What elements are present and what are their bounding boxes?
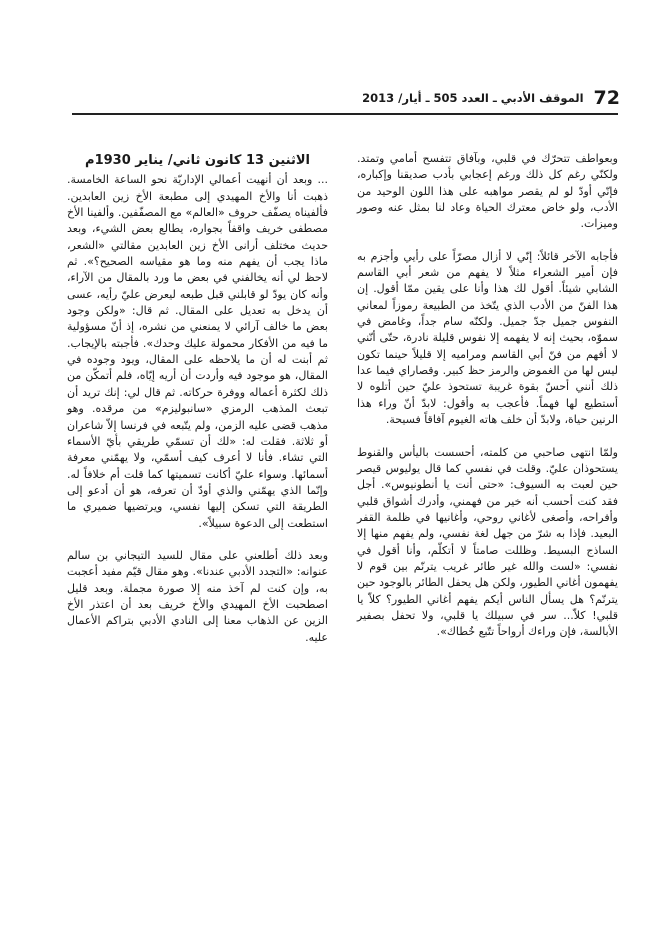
page-number: 72 bbox=[593, 87, 620, 109]
paragraph: وبعواطف تتحرّك في قلبي، وبآفاق تتفسح أمامي وتمتد. ولكنّي رغم كل ذلك ورغم إعجابي بأدب صديقنا وإكباره، فإنّي أودّ لو لم يقصر مواهبه على هذا اللون الوحيد من الأدب، ولو خاض معترك الحياة وعاد لنا بمثل عنه وصور وميزات. bbox=[357, 152, 618, 231]
paragraph: فأجابه الآخر قائلاً: إنّي لا أزال مصرّاً على رأيي وأجزم به فإن أمير الشعراء مثلاً لا يفهم من شعر أبي القاسم الشابي شيئاً. أقول لك هذا وأنا على يقين ممّا أقول. إن هذا الفنّ من الأدب الذي يتّخذ من الطبيعة رموزاً لمعاني النفوس جميل جدّ جميل. ولكنّه سام جداً، وغامض في سموّه، بحيث إنه لا يفهمه إلا نفوس قليلة نادرة، حتّى أنّني لا أفهم من فنّ أبي القاسم ومراميه إلا قليلاً حينما تكون ليس لها من الغموض والرمز حظ كبير. وقصاراي فيما عدا ذلك أنني أحسّ بقوة غريبة تستحوذ عليّ حين أتلوه لا أستطيع لها فهماً. فأعجب به وأقول: لابدّ أنّ وراء هذا الرنين حياة، ولابدّ أن خلف هاته الغيوم آفاقاً فسيحة. bbox=[357, 249, 618, 427]
paragraph: وبعد ذلك أطلعني على مقال للسيد التيجاني بن سالم عنوانه: «التجدد الأدبي عندنا». وهو مقال قيّم مفيد أعجبت به، وإن كنت لم آخذ منه إلا صورة مجملة. وبعد قليل اصطحبت الأخ المهيدي والأخ خريف بعد أن اعتذر الأخ الزين عن الذهاب معنا إلى النادي الأدبي بتراكم الأعمال عليه. bbox=[67, 548, 328, 644]
left-column bbox=[67, 153, 328, 646]
diary-date-heading: الاثنين 13 كانون ثاني/ يناير 1930م bbox=[85, 153, 310, 168]
header-rule bbox=[72, 113, 618, 115]
right-column bbox=[357, 151, 618, 641]
paragraph: ... وبعد أن أنهيت أعمالي الإداريّة نحو الساعة الخامسة. ذهبت أنا والأخ المهيدي إلى مطبعة الأخ زين العابدين. فألفيناه يصفّف حروف «العالم» مع المصفّفين. وألفينا الأخ مصطفى خريف واقفاً بجواره، يطالع بعض الشيء، وبعد حديث مختلف أرانى الأخ زين العابدين مقالتي «الشعر، ماذا يجب أن يفهم منه وما هو مقياسه الصحيح؟». ثم لاحظ لي أنه يخالفني في بعض ما ورد بالمقال من الآراء، وأنه كان يودّ لو قابلني قبل طبعه ليعرض عليّ رأيه، عسى أن يدخل به تعديل على المقال. ثم قال: «ولكن وجود بعض ما خالف آرائي لا يمنعني من نشره، إذ أنّ مسؤولية ما فيه من الأفكار محمولة عليك وحدك». فأجبته بالإيجاب. ثم أبنت له أن ما يلاحظه على المقال، ويود وجوده في المقال، هو موجود فيه وأردت أن أريه إيّاه، فلم أتمكّن من ذلك لكثرة أعماله ووفرة حركاته. ثم قال لي: إنك تريد أن تبعث المذهب الرمزي «سانبوليزم» من مرقده. وهو مذهب قضى عليه الزمن، ولم يتّبعه في فرنسا إلاّ شاعران أو ثلاثة. فقلت له: «لك أن تسمّي طريقي بأيّ الأسماء التي تشاء. فأنا لا أعرف كيف أسمّي، ولا يهمّني معرفة أسمائها. وسواء عليّ أكانت تسميتها كما قلت أم خلافاً له. وإنّما الذي يهمّني والذي أودّ أن تعرفه، هو أن أدعو إلى الطريقة التي تسكن إليها نفسي، ويرتضيها ضميري ما استطعت إلى الدعوة سبيلاً». bbox=[67, 173, 328, 530]
page-header bbox=[362, 86, 620, 110]
journal-issue-info: الموقف الأدبي ـ العدد 505 ـ أيار/ 2013 bbox=[362, 91, 584, 105]
paragraph: ولمّا انتهى صاحبي من كلمته، أحسست باليأس والقنوط يستحوذان عليّ. وقلت في نفسي كما قال يوليوس قيصر حين لعبت به السيوف: «حتى أنت يا أنطونيوس». أجل فقد كنت أحسب أنه خير من فهمني، وأدرك أشواق قلبي وأفراحه، وأصغى لأغاني روحي، وأغانيها في ظلمة القفر البعيد. فإذا به شرّ من جهل لغة نفسي، ولم يفهم منها إلا الساذج البسيط. وظللت صامتاً لا أتكلّم، وأنا أقول في نفسي: «لست والله غير طائر غريب يترنّم بين قوم لا يفهمون أغاني الطيور، ولكن هل يحفل الطائر بالوجود حين يترنّم؟ هل يسأل الناس أيكم يفهم أغاني الطيور؟ كلاّ يا قلبي! كلاّ... سر في سبيلك يا قلبي، ولا تحفل بصفير الأبالسة، فإن وراءك أرواحاً تتّبع خُطاك». bbox=[357, 445, 618, 639]
